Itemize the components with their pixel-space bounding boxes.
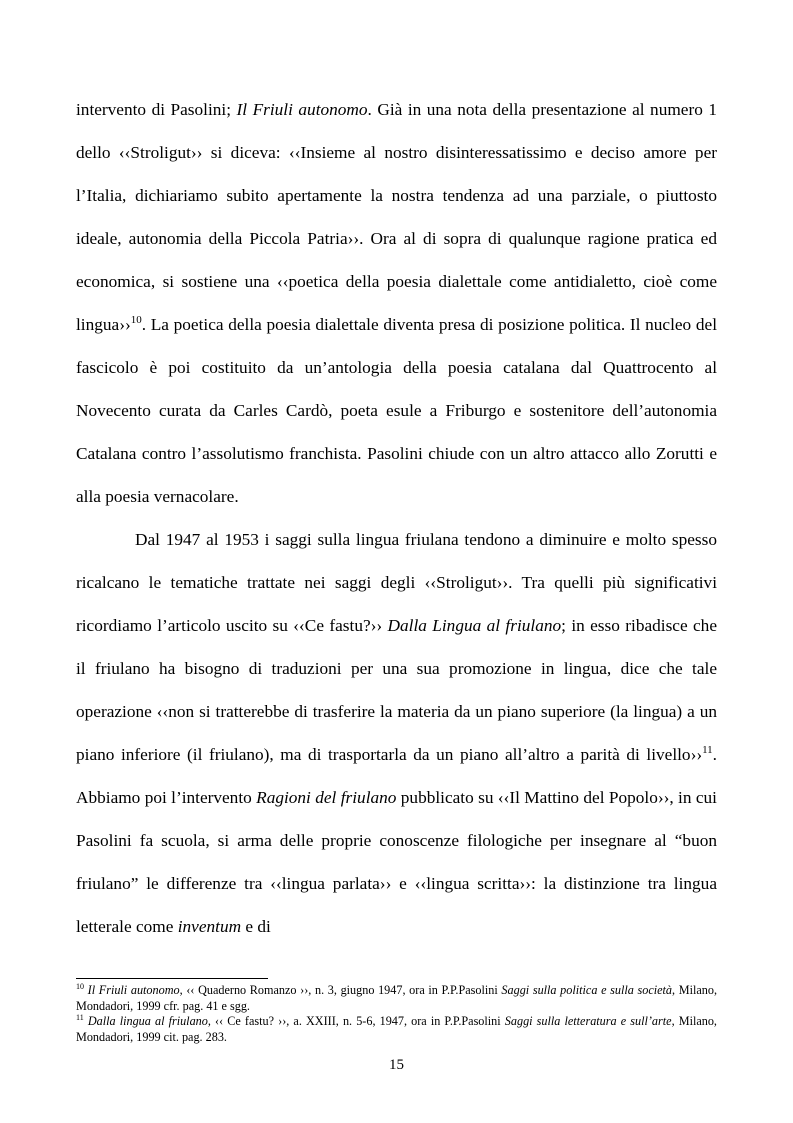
article-title-italic: Dalla Lingua al friulano xyxy=(387,616,562,635)
paragraph-1 xyxy=(76,88,717,518)
footnote-reference[interactable]: 11 xyxy=(702,744,713,757)
latin-term-italic: inventum xyxy=(177,917,242,936)
paragraph-text: intervento di Pasolini; xyxy=(76,100,237,119)
body-text xyxy=(76,88,717,948)
paragraph-text: ; in esso ribadisce che il friulano ha bisogno di traduzioni per una sua promozione in lingua, dice che tale operazione ‹‹non si tratterebbe di trasferire la materia da un piano superiore (la lingua) a un piano inferiore (il friulano), ma di trasportarla da un piano all’altro a parità di livello›› xyxy=(76,616,717,764)
footnote-text: , Milano, Mondadori, 1999 cit. pag. 283. xyxy=(76,1014,717,1044)
article-title-italic: Il Friuli autonomo xyxy=(236,100,368,119)
paragraph-2 xyxy=(76,518,717,948)
footnote-title: Il Friuli autonomo xyxy=(87,983,180,997)
paragraph-text: pubblicato su ‹‹Il Mattino del Popolo››, in cui Pasolini fa scuola, si arma delle proprie conoscenze filologiche per insegnare al “buon friulano” le differenze tra ‹‹lingua parlata›› e ‹‹lingua scritta››: la distinzione tra lingua letterale come xyxy=(76,788,717,936)
footnote-book-title: Saggi sulla letteratura e sull’arte xyxy=(504,1014,672,1028)
paragraph-text: e di xyxy=(241,917,271,936)
paragraph-text: . Già in una nota della presentazione al numero 1 dello ‹‹Stroligut›› si diceva: ‹‹Insieme al nostro disinteressatissimo e deciso amore per l’Italia, dichiariamo subito apertamente la nostra tendenza ad una parziale, o piuttosto ideale, autonomia della Piccola Patria››. Ora al di sopra di qualunque ragione pratica ed economica, si sostiene una ‹‹poetica della poesia dialettale come antidialetto, cioè come lingua›› xyxy=(76,100,717,334)
footnote-book-title: Saggi sulla politica e sulla società xyxy=(501,983,673,997)
footnote-text: , ‹‹ Ce fastu? ››, a. XXIII, n. 5-6, 1947, ora in P.P.Pasolini xyxy=(207,1014,505,1028)
footnote-number: 11 xyxy=(76,1012,84,1022)
footnote-separator xyxy=(76,978,268,979)
footnote-title: Dalla lingua al friulano xyxy=(87,1014,208,1028)
paragraph-text: . Abbiamo poi l’intervento xyxy=(76,745,717,807)
document-page xyxy=(76,0,717,1123)
paragraph-text: . La poetica della poesia dialettale diventa presa di posizione politica. Il nucleo del fascicolo è poi costituito da un’antologia della poesia catalana dal Quattrocento al Novecento curata da Carles Cardò, poeta esule a Friburgo e sostenitore dell’autonomia Catalana contro l’assolutismo franchista. Pasolini chiude con un altro attacco allo Zorutti e alla poesia vernacolare. xyxy=(76,315,717,506)
page-number: 15 xyxy=(389,1057,404,1073)
footnotes xyxy=(76,983,717,1045)
footnote-text: , Milano, Mondadori, 1999 cfr. pag. 41 e sgg. xyxy=(76,983,717,1013)
footnote-number: 10 xyxy=(76,981,84,991)
footnote-text: , ‹‹ Quaderno Romanzo ››, n. 3, giugno 1947, ora in P.P.Pasolini xyxy=(179,983,502,997)
footnote-11 xyxy=(76,1014,717,1045)
footnote-reference[interactable]: 10 xyxy=(130,314,142,327)
footnote-10 xyxy=(76,983,717,1014)
article-title-italic: Ragioni del friulano xyxy=(256,788,397,807)
paragraph-text: Dal 1947 al 1953 i saggi sulla lingua friulana tendono a diminuire e molto spesso ricalcano le tematiche trattate nei saggi degli ‹‹Stroligut››. Tra quelli più significativi ricordiamo l’articolo uscito su ‹‹Ce fastu?›› xyxy=(76,530,717,635)
